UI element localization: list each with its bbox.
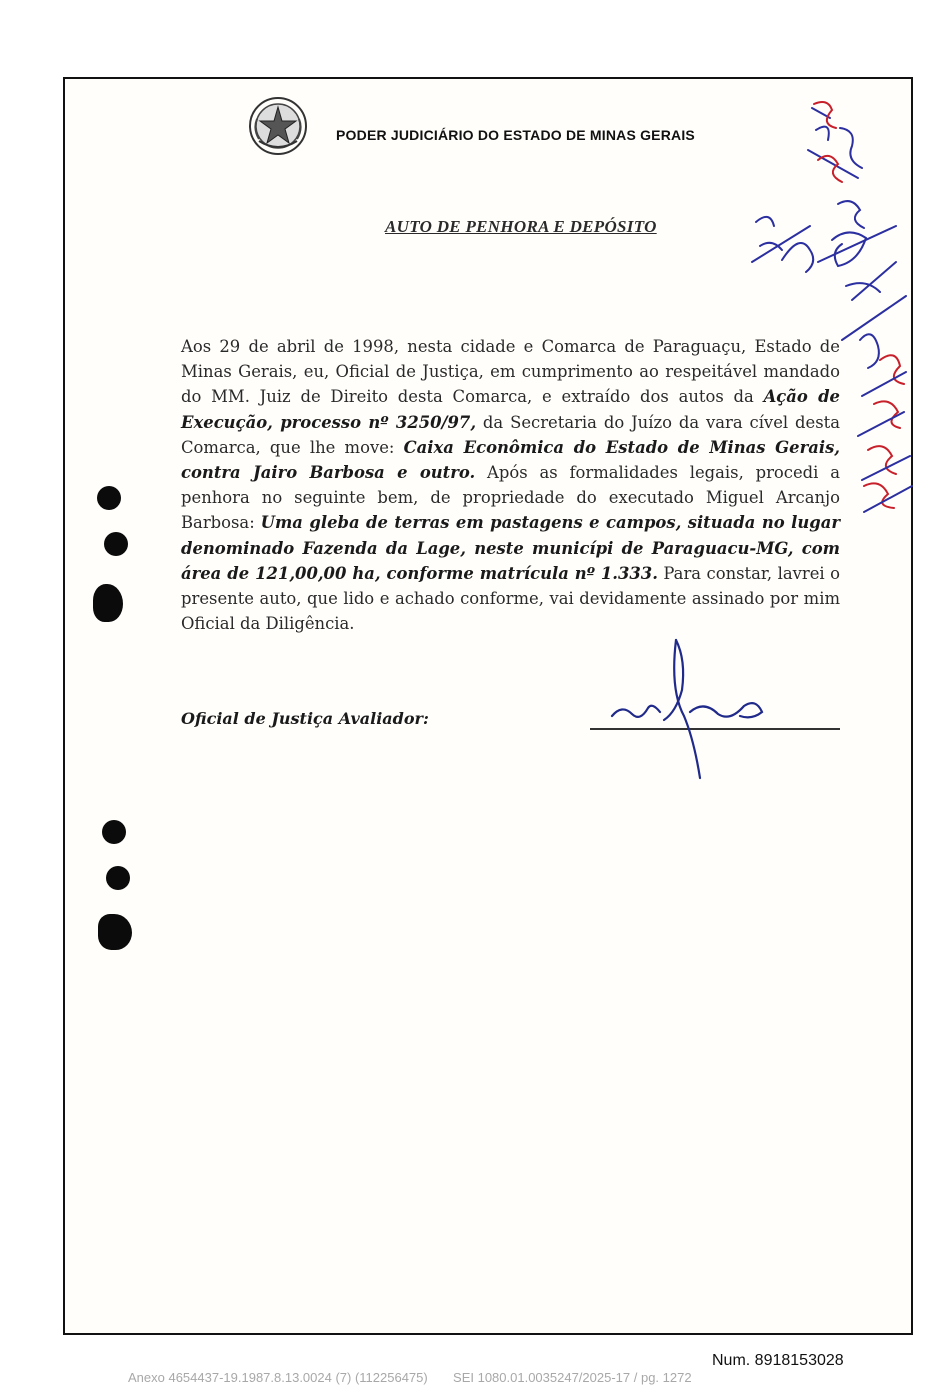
- body-emphasis-parties: Caixa Econômica do Estado de Minas Gerais, contra Jairo Barbosa e outro.: [181, 437, 841, 483]
- body-text-1: Aos 29 de abril de 1998, nesta cidade e Comarca de Paraguaçu, Estado de Minas Gerais, eu, Oficial de Justiça, em cumprimento ao respeitável mandado do MM. Juiz de Direito desta Comarca, e extraído dos autos da: [181, 337, 840, 407]
- body-emphasis-property: Uma gleba de terras em pastagens e campos, situada no lugar denominado Fazenda da Lage, neste municípi de Paraguacu-MG, com área de 121,00,00 ha, conforme matrícula nº 1.333.: [181, 513, 840, 583]
- body-emphasis-process: Ação de Execução, processo nº 3250/97,: [181, 387, 840, 432]
- punch-hole: [106, 866, 130, 890]
- document-number: Num. 8918153028: [712, 1352, 844, 1369]
- punch-hole: [93, 584, 123, 622]
- document-page: [63, 77, 913, 1335]
- signature-label: Oficial de Justiça Avaliador:: [181, 709, 429, 728]
- sei-reference: SEI 1080.01.0035247/2025-17 / pg. 1272: [453, 1370, 692, 1385]
- anexo-reference: Anexo 4654437-19.1987.8.13.0024 (7) (112256475): [128, 1370, 428, 1385]
- document-title: AUTO DE PENHORA E DEPÓSITO: [385, 217, 657, 236]
- document-body: [181, 334, 840, 636]
- punch-hole: [97, 486, 121, 510]
- body-text-4: Para constar, lavrei o presente auto, que lido e achado conforme, vai devidamente assinado por mim Oficial da Diligência.: [181, 563, 840, 634]
- punch-hole: [98, 914, 132, 950]
- coat-of-arms-seal: [247, 95, 309, 157]
- signature-line: [590, 728, 840, 730]
- institution-header: PODER JUDICIÁRIO DO ESTADO DE MINAS GERAIS: [336, 127, 695, 143]
- body-text-2: da Secretaria do Juízo da vara cível desta Comarca, que lhe move:: [181, 412, 840, 457]
- punch-hole: [104, 532, 128, 556]
- body-text-3: Após as formalidades legais, procedi a penhora no seguinte bem, de propriedade do executado Miguel Arcanjo Barbosa:: [181, 463, 840, 533]
- punch-hole: [102, 820, 126, 844]
- footer-metadata: [128, 1370, 828, 1385]
